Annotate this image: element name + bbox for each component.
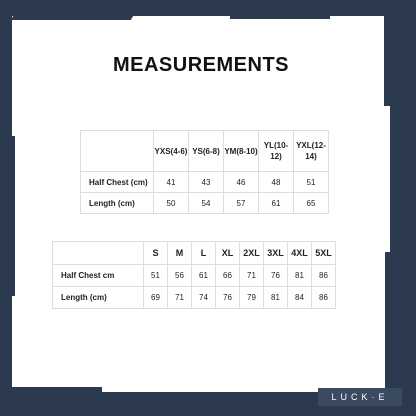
adult-size-table bbox=[52, 241, 336, 309]
table-cell: 69 bbox=[144, 287, 168, 309]
table-cell: 81 bbox=[288, 265, 312, 287]
brush-edge bbox=[12, 136, 15, 296]
size-header: 3XL bbox=[264, 242, 288, 265]
page-title: MEASUREMENTS bbox=[112, 54, 289, 76]
table-cell: 71 bbox=[168, 287, 192, 309]
size-header: S bbox=[144, 242, 168, 265]
table-cell: 48 bbox=[259, 172, 294, 193]
table-cell: 76 bbox=[264, 265, 288, 287]
table-cell: 61 bbox=[259, 193, 294, 214]
table-cell: 66 bbox=[216, 265, 240, 287]
table-cell: 51 bbox=[144, 265, 168, 287]
corner-cell bbox=[81, 131, 154, 172]
table-cell: 46 bbox=[224, 172, 259, 193]
brush-edge bbox=[385, 252, 390, 392]
size-header: YM(8-10) bbox=[224, 131, 259, 172]
table-row bbox=[53, 265, 336, 287]
table-row bbox=[81, 193, 329, 214]
table-cell: 81 bbox=[264, 287, 288, 309]
measurements-card bbox=[12, 16, 390, 392]
table-cell: 43 bbox=[189, 172, 224, 193]
size-header: M bbox=[168, 242, 192, 265]
brush-edge bbox=[230, 16, 330, 19]
row-label: Length (cm) bbox=[81, 193, 154, 214]
size-header: 2XL bbox=[240, 242, 264, 265]
size-header: L bbox=[192, 242, 216, 265]
table-cell: 51 bbox=[294, 172, 329, 193]
table-cell: 61 bbox=[192, 265, 216, 287]
youth-size-table bbox=[80, 130, 329, 214]
table-cell: 71 bbox=[240, 265, 264, 287]
table-cell: 57 bbox=[224, 193, 259, 214]
size-header: 5XL bbox=[312, 242, 336, 265]
table-cell: 79 bbox=[240, 287, 264, 309]
brand-logo: LUCK·E bbox=[318, 388, 402, 406]
size-header: XL bbox=[216, 242, 240, 265]
table-cell: 41 bbox=[154, 172, 189, 193]
size-header: YXS(4-6) bbox=[154, 131, 189, 172]
row-label: Half Chest cm bbox=[53, 265, 144, 287]
size-header: YS(6-8) bbox=[189, 131, 224, 172]
table-cell: 74 bbox=[192, 287, 216, 309]
table-header-row bbox=[81, 131, 329, 172]
table-cell: 86 bbox=[312, 287, 336, 309]
size-header: YL(10-12) bbox=[259, 131, 294, 172]
size-header: YXL(12-14) bbox=[294, 131, 329, 172]
table-cell: 65 bbox=[294, 193, 329, 214]
table-row bbox=[53, 287, 336, 309]
brush-edge bbox=[12, 387, 102, 392]
table-cell: 86 bbox=[312, 265, 336, 287]
size-header: 4XL bbox=[288, 242, 312, 265]
table-cell: 76 bbox=[216, 287, 240, 309]
brush-edge bbox=[11, 16, 133, 20]
table-cell: 54 bbox=[189, 193, 224, 214]
corner-cell bbox=[53, 242, 144, 265]
row-label: Length (cm) bbox=[53, 287, 144, 309]
row-label: Half Chest (cm) bbox=[81, 172, 154, 193]
table-header-row bbox=[53, 242, 336, 265]
table-cell: 84 bbox=[288, 287, 312, 309]
table-cell: 56 bbox=[168, 265, 192, 287]
table-cell: 50 bbox=[154, 193, 189, 214]
table-row bbox=[81, 172, 329, 193]
